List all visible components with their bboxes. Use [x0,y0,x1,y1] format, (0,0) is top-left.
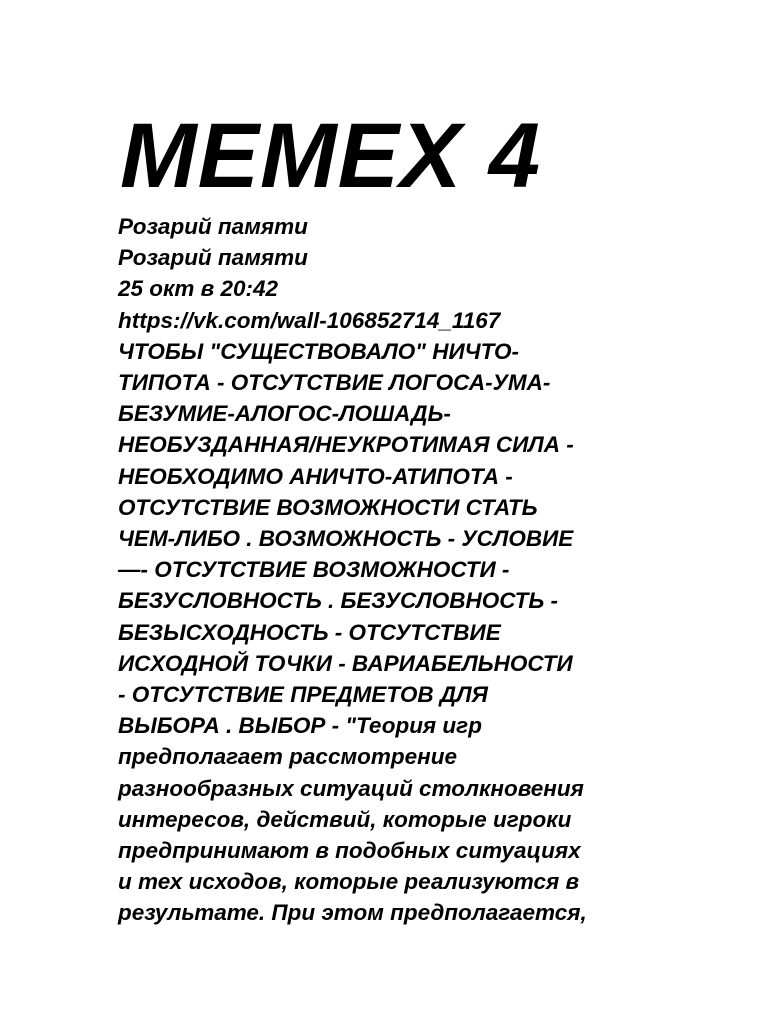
text-line: Розарий памяти [118,214,308,239]
text-line: интересов, действий, которые игроки [118,806,572,832]
text-line: —- ОТСУТСТВИЕ ВОЗМОЖНОСТИ - [118,557,510,583]
document-title: MEMEX 4 [120,105,542,207]
text-line: БЕЗЫСХОДНОСТЬ - ОТСУТСТВИЕ [118,619,501,645]
text-line: ИСХОДНОЙ ТОЧКИ - ВАРИАБЕЛЬНОСТИ [118,650,573,676]
text-line: БЕЗУМИЕ-АЛОГОС-ЛОШАДЬ- [118,401,451,427]
document-body [118,211,678,929]
text-line: НЕОБХОДИМО АНИЧТО-АТИПОТА - [118,463,513,489]
text-line: 25 окт в 20:42 [118,276,279,302]
text-line: разнообразных ситуаций столкновения [118,775,584,801]
url-text-line: https://vk.com/wall-106852714_1167 [118,307,501,333]
text-line: результате. При этом предполагается, [118,900,587,926]
text-line: ТИПОТА - ОТСУТСТВИЕ ЛОГОСА-УМА- [118,370,551,396]
text-line: ЧЕМ-ЛИБО . ВОЗМОЖНОСТЬ - УСЛОВИЕ [118,526,574,552]
text-line: БЕЗУСЛОВНОСТЬ . БЕЗУСЛОВНОСТЬ - [118,588,559,614]
text-line: - ОТСУТСТВИЕ ПРЕДМЕТОВ ДЛЯ [118,682,488,708]
text-line: ОТСУТСТВИЕ ВОЗМОЖНОСТИ СТАТЬ [118,494,538,520]
text-line: предполагает рассмотрение [118,744,457,770]
text-line: Розарий памяти [118,245,308,271]
text-line: предпринимают в подобных ситуациях [118,838,581,864]
text-line: ЧТОБЫ "СУЩЕСТВОВАЛО" НИЧТО- [118,338,520,364]
text-line: и тех исходов, которые реализуются в [118,869,580,895]
text-line: НЕОБУЗДАННАЯ/НЕУКРОТИМАЯ СИЛА - [118,432,574,458]
text-line: ВЫБОРА . ВЫБОР - "Теория игр [118,713,482,739]
